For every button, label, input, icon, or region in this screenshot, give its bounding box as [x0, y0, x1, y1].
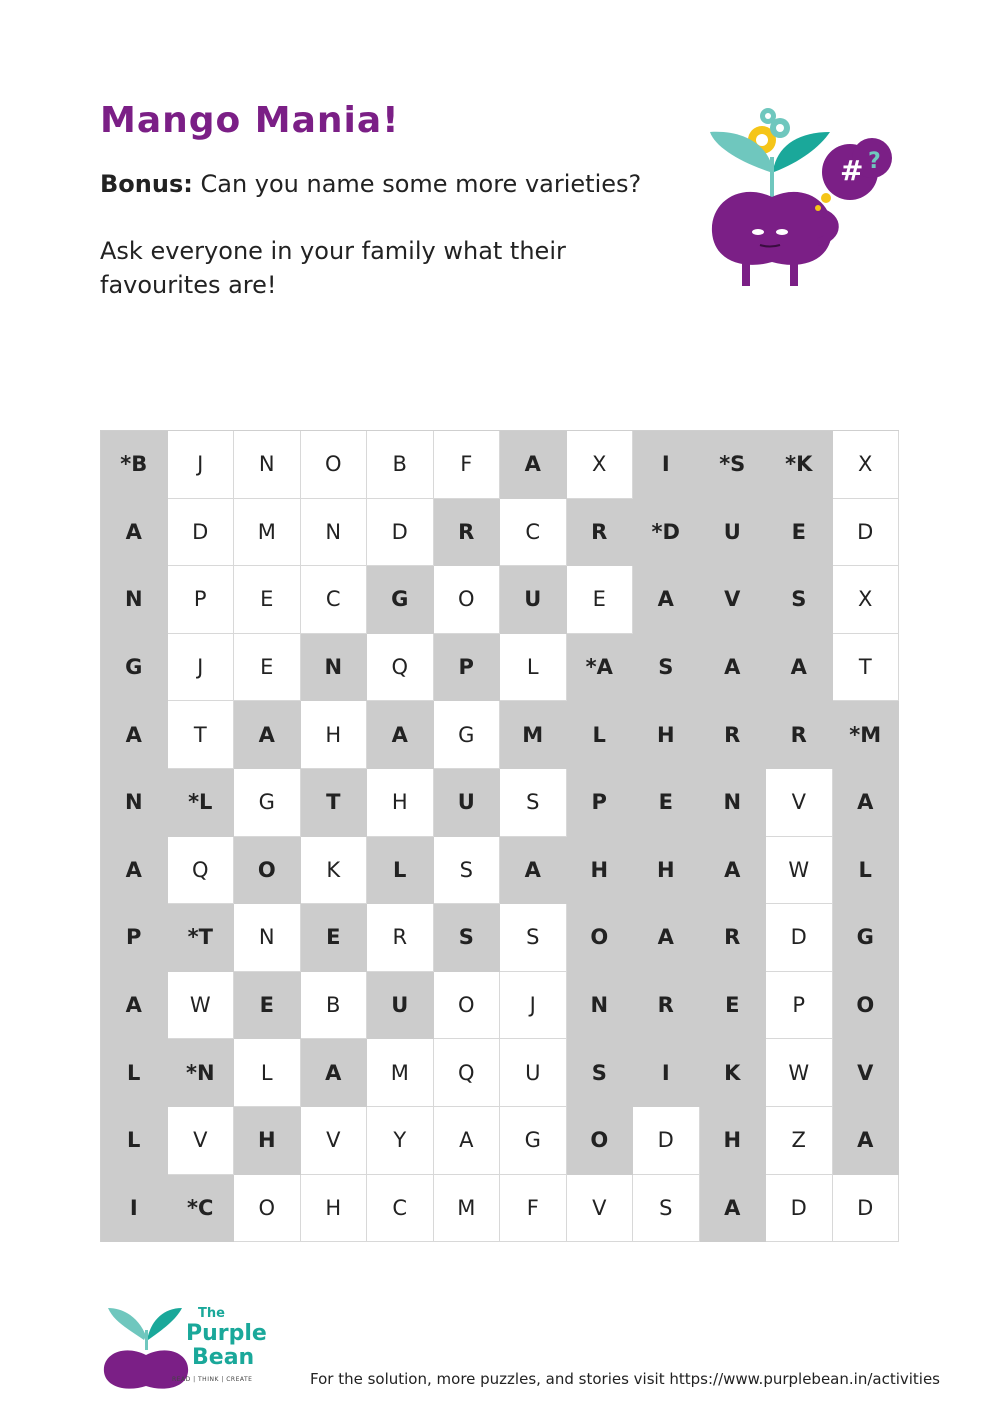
grid-cell[interactable]: *L: [168, 769, 235, 837]
grid-cell[interactable]: H: [700, 1107, 767, 1175]
grid-cell[interactable]: C: [500, 499, 567, 567]
grid-cell[interactable]: N: [301, 499, 368, 567]
grid-cell[interactable]: *K: [766, 431, 833, 499]
grid-cell[interactable]: O: [234, 1175, 301, 1243]
grid-cell[interactable]: A: [500, 837, 567, 905]
grid-cell[interactable]: E: [234, 566, 301, 634]
grid-cell[interactable]: A: [633, 566, 700, 634]
grid-cell[interactable]: L: [833, 837, 900, 905]
grid-cell[interactable]: O: [567, 904, 634, 972]
grid-cell[interactable]: A: [700, 634, 767, 702]
grid-cell[interactable]: S: [766, 566, 833, 634]
grid-cell[interactable]: X: [833, 566, 900, 634]
grid-cell[interactable]: I: [101, 1175, 168, 1243]
grid-cell[interactable]: L: [234, 1039, 301, 1107]
grid-cell[interactable]: V: [301, 1107, 368, 1175]
grid-cell[interactable]: D: [833, 1175, 900, 1243]
grid-cell[interactable]: H: [301, 1175, 368, 1243]
grid-cell[interactable]: P: [101, 904, 168, 972]
grid-cell[interactable]: L: [500, 634, 567, 702]
grid-cell[interactable]: V: [766, 769, 833, 837]
svg-text:#: #: [840, 154, 864, 187]
grid-cell[interactable]: W: [168, 972, 235, 1040]
grid-cell[interactable]: S: [434, 904, 501, 972]
word-search-grid: [100, 430, 899, 1242]
grid-cell[interactable]: G: [234, 769, 301, 837]
grid-cell[interactable]: N: [301, 634, 368, 702]
grid-cell[interactable]: G: [367, 566, 434, 634]
grid-cell[interactable]: O: [234, 837, 301, 905]
grid-cell[interactable]: A: [833, 769, 900, 837]
grid-cell[interactable]: E: [234, 972, 301, 1040]
grid-cell[interactable]: J: [168, 431, 235, 499]
grid-cell[interactable]: G: [101, 634, 168, 702]
bonus-prompt: [100, 170, 641, 198]
svg-text:?: ?: [868, 149, 881, 174]
grid-cell[interactable]: A: [301, 1039, 368, 1107]
grid-cell[interactable]: C: [301, 566, 368, 634]
grid-cell[interactable]: V: [168, 1107, 235, 1175]
grid-cell[interactable]: T: [833, 634, 900, 702]
grid-cell[interactable]: C: [367, 1175, 434, 1243]
grid-cell[interactable]: P: [766, 972, 833, 1040]
grid-cell[interactable]: K: [301, 837, 368, 905]
grid-cell[interactable]: O: [434, 972, 501, 1040]
grid-cell[interactable]: G: [500, 1107, 567, 1175]
grid-cell[interactable]: O: [434, 566, 501, 634]
grid-cell[interactable]: U: [367, 972, 434, 1040]
grid-cell[interactable]: E: [301, 904, 368, 972]
grid-cell[interactable]: A: [101, 701, 168, 769]
grid-cell[interactable]: *C: [168, 1175, 235, 1243]
grid-cell[interactable]: Z: [766, 1107, 833, 1175]
grid-cell[interactable]: D: [766, 904, 833, 972]
grid-cell[interactable]: Y: [367, 1107, 434, 1175]
grid-cell[interactable]: R: [367, 904, 434, 972]
grid-cell[interactable]: U: [500, 1039, 567, 1107]
footer-note: For the solution, more puzzles, and stories visit https://www.purplebean.in/activities: [310, 1370, 940, 1388]
grid-cell[interactable]: A: [633, 904, 700, 972]
grid-cell[interactable]: H: [567, 837, 634, 905]
grid-cell[interactable]: B: [367, 431, 434, 499]
grid-cell[interactable]: S: [434, 837, 501, 905]
grid-cell[interactable]: G: [833, 904, 900, 972]
grid-cell[interactable]: R: [434, 499, 501, 567]
bonus-label: Bonus:: [100, 170, 193, 198]
grid-cell[interactable]: A: [833, 1107, 900, 1175]
grid-cell[interactable]: M: [367, 1039, 434, 1107]
grid-cell[interactable]: D: [168, 499, 235, 567]
grid-cell[interactable]: H: [633, 701, 700, 769]
grid-cell[interactable]: W: [766, 1039, 833, 1107]
grid-cell[interactable]: B: [301, 972, 368, 1040]
grid-cell[interactable]: D: [766, 1175, 833, 1243]
grid-cell[interactable]: U: [700, 499, 767, 567]
grid-cell[interactable]: A: [101, 972, 168, 1040]
grid-cell[interactable]: A: [367, 701, 434, 769]
grid-cell[interactable]: A: [500, 431, 567, 499]
grid-cell[interactable]: *N: [168, 1039, 235, 1107]
grid-cell[interactable]: H: [234, 1107, 301, 1175]
grid-cell[interactable]: L: [101, 1039, 168, 1107]
grid-cell[interactable]: S: [633, 1175, 700, 1243]
grid-cell[interactable]: O: [833, 972, 900, 1040]
grid-cell[interactable]: R: [700, 701, 767, 769]
grid-cell[interactable]: D: [633, 1107, 700, 1175]
grid-cell[interactable]: A: [766, 634, 833, 702]
grid-cell[interactable]: V: [567, 1175, 634, 1243]
grid-cell[interactable]: H: [301, 701, 368, 769]
purple-bean-logo: [100, 1300, 280, 1395]
grid-cell[interactable]: H: [367, 769, 434, 837]
grid-cell[interactable]: L: [567, 701, 634, 769]
grid-cell[interactable]: K: [700, 1039, 767, 1107]
grid-cell[interactable]: H: [633, 837, 700, 905]
grid-cell[interactable]: S: [633, 634, 700, 702]
grid-cell[interactable]: *B: [101, 431, 168, 499]
logo-text-the: The: [198, 1306, 225, 1321]
grid-cell[interactable]: M: [234, 499, 301, 567]
grid-cell[interactable]: A: [234, 701, 301, 769]
grid-cell[interactable]: R: [567, 499, 634, 567]
grid-cell[interactable]: A: [101, 837, 168, 905]
ask-family-text: Ask everyone in your family what their favourites are!: [100, 237, 566, 299]
grid-cell[interactable]: W: [766, 837, 833, 905]
grid-cell[interactable]: O: [301, 431, 368, 499]
grid-cell[interactable]: D: [367, 499, 434, 567]
grid-cell[interactable]: X: [567, 431, 634, 499]
grid-cell[interactable]: Q: [367, 634, 434, 702]
logo-tagline: READ | THINK | CREATE: [172, 1376, 253, 1383]
grid-cell[interactable]: *S: [700, 431, 767, 499]
grid-cell[interactable]: X: [833, 431, 900, 499]
grid-cell[interactable]: A: [700, 1175, 767, 1243]
grid-cell[interactable]: V: [700, 566, 767, 634]
grid-cell[interactable]: E: [766, 499, 833, 567]
grid-cell[interactable]: A: [434, 1107, 501, 1175]
grid-cell[interactable]: N: [234, 431, 301, 499]
grid-cell[interactable]: N: [101, 769, 168, 837]
page-title: Mango Mania!: [100, 100, 400, 141]
grid-cell[interactable]: N: [101, 566, 168, 634]
grid-cell[interactable]: *M: [833, 701, 900, 769]
grid-cell[interactable]: E: [234, 634, 301, 702]
grid-cell[interactable]: T: [168, 701, 235, 769]
grid-cell[interactable]: M: [500, 701, 567, 769]
grid-cell[interactable]: U: [434, 769, 501, 837]
bonus-text: Can you name some more varieties?: [192, 170, 642, 198]
grid-cell[interactable]: E: [700, 972, 767, 1040]
grid-cell[interactable]: E: [633, 769, 700, 837]
grid-cell[interactable]: F: [434, 431, 501, 499]
grid-cell[interactable]: S: [500, 904, 567, 972]
grid-cell[interactable]: J: [500, 972, 567, 1040]
grid-cell[interactable]: Q: [434, 1039, 501, 1107]
grid-cell[interactable]: D: [833, 499, 900, 567]
grid-cell[interactable]: I: [633, 1039, 700, 1107]
thinking-bean-mascot-icon: [700, 102, 900, 292]
grid-cell[interactable]: M: [434, 1175, 501, 1243]
grid-cell[interactable]: E: [567, 566, 634, 634]
grid-cell[interactable]: N: [700, 769, 767, 837]
grid-cell[interactable]: N: [234, 904, 301, 972]
grid-cell[interactable]: G: [434, 701, 501, 769]
grid-cell[interactable]: R: [633, 972, 700, 1040]
grid-cell[interactable]: *A: [567, 634, 634, 702]
grid-cell[interactable]: I: [633, 431, 700, 499]
grid-cell[interactable]: R: [766, 701, 833, 769]
grid-cell[interactable]: J: [168, 634, 235, 702]
grid-cell[interactable]: P: [567, 769, 634, 837]
grid-cell[interactable]: P: [434, 634, 501, 702]
grid-cell[interactable]: L: [367, 837, 434, 905]
grid-cell[interactable]: V: [833, 1039, 900, 1107]
logo-text-purple: Purple: [186, 1321, 267, 1346]
grid-cell[interactable]: L: [101, 1107, 168, 1175]
grid-cell[interactable]: S: [567, 1039, 634, 1107]
grid-cell[interactable]: S: [500, 769, 567, 837]
grid-cell[interactable]: R: [700, 904, 767, 972]
grid-cell[interactable]: Q: [168, 837, 235, 905]
grid-cell[interactable]: *D: [633, 499, 700, 567]
grid-cell[interactable]: A: [700, 837, 767, 905]
grid-cell[interactable]: F: [500, 1175, 567, 1243]
logo-text-bean: Bean: [192, 1345, 255, 1370]
grid-cell[interactable]: O: [567, 1107, 634, 1175]
grid-cell[interactable]: A: [101, 499, 168, 567]
grid-cell[interactable]: U: [500, 566, 567, 634]
grid-cell[interactable]: N: [567, 972, 634, 1040]
grid-cell[interactable]: *T: [168, 904, 235, 972]
grid-cell[interactable]: T: [301, 769, 368, 837]
grid-cell[interactable]: P: [168, 566, 235, 634]
